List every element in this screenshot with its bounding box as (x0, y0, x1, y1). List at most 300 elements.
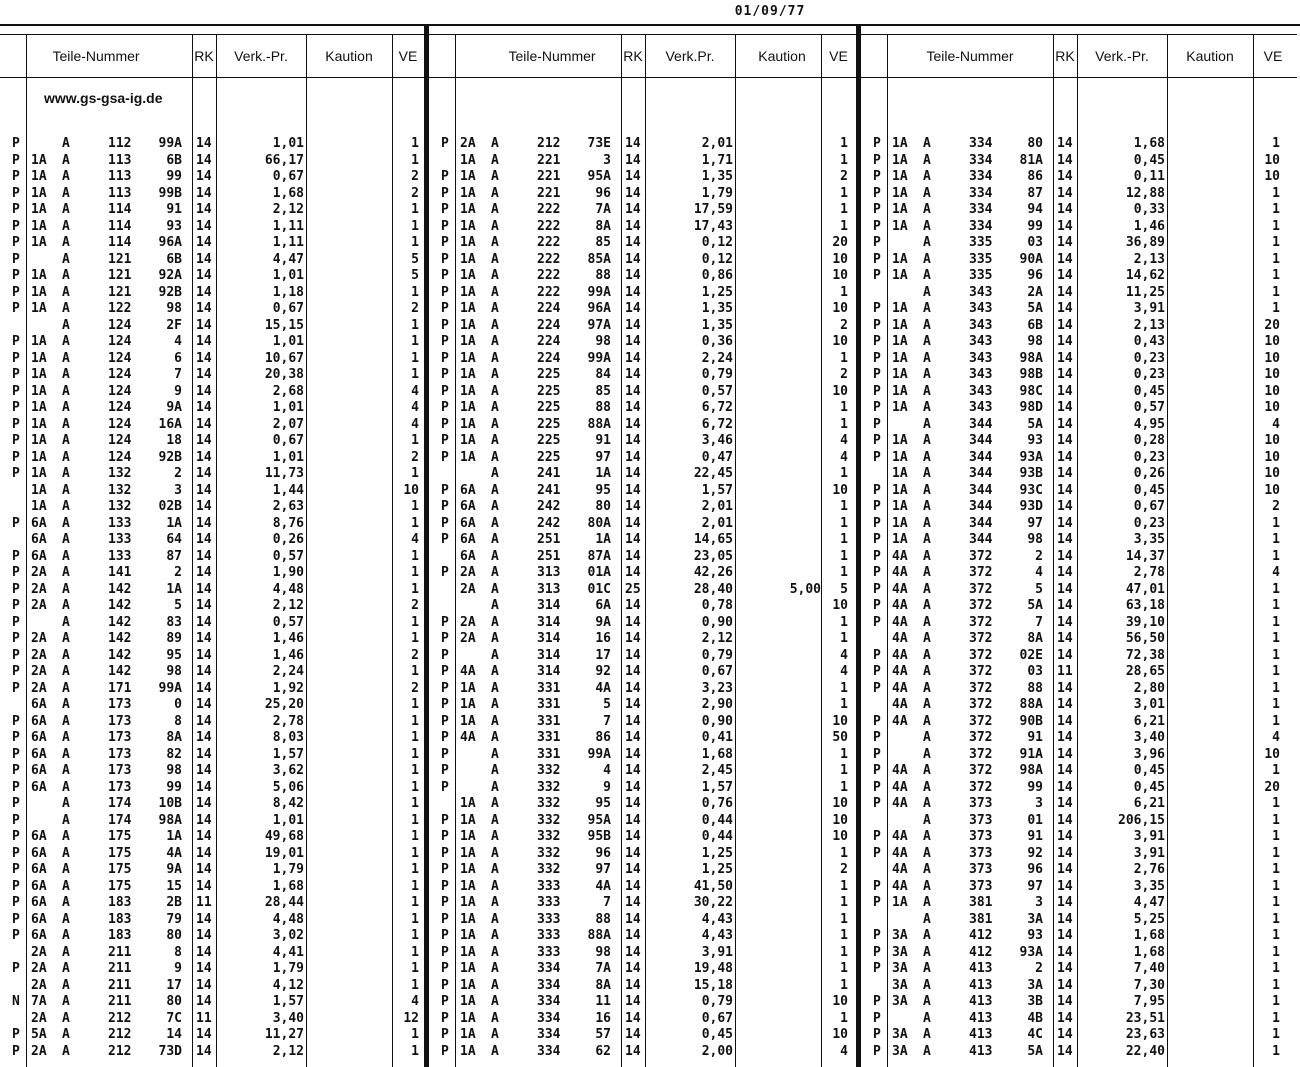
cell-rk: 14 (625, 367, 641, 382)
cell-price: 1,46 (1133, 218, 1165, 234)
cell-group: 1A (460, 845, 476, 861)
cell-letter: A (62, 812, 70, 828)
cell-number-suffix: 73D (158, 1043, 182, 1059)
cell-ve: 1 (840, 763, 848, 778)
rows-container (0, 136, 424, 1060)
table-row (429, 1044, 856, 1061)
table-row (429, 417, 856, 434)
cell-letter: A (923, 532, 931, 547)
cell-number-suffix: 0 (174, 697, 182, 712)
cell-number-suffix: 98 (595, 944, 611, 960)
header-part-number: Teile-Nummer (52, 48, 140, 64)
cell-number-main: 113 (108, 169, 132, 184)
cell-letter: A (491, 911, 499, 927)
table-row (861, 714, 1297, 731)
cell-number-main: 221 (537, 152, 561, 168)
cell-group: 1A (460, 169, 476, 184)
table-row (0, 912, 424, 929)
cell-price: 2,01 (701, 136, 733, 151)
cell-prefix: P (873, 730, 881, 745)
cell-number-suffix: 5A (1027, 301, 1043, 316)
cell-prefix: P (873, 433, 881, 448)
cell-prefix: P (12, 631, 20, 646)
cell-ve: 1 (1272, 136, 1280, 151)
cell-price: 39,10 (1125, 614, 1165, 630)
table-row (0, 598, 424, 615)
table-row (0, 829, 424, 846)
cell-prefix: P (12, 284, 20, 300)
cell-number-suffix: 93 (1027, 433, 1043, 448)
cell-number-main: 175 (108, 878, 132, 894)
cell-ve: 2 (411, 680, 419, 696)
cell-letter: A (923, 862, 931, 877)
cell-ve: 10 (403, 482, 419, 498)
website-url: www.gs-gsa-ig.de (44, 90, 163, 106)
table-row (0, 285, 424, 302)
cell-rk: 14 (1057, 383, 1073, 399)
table-row (429, 384, 856, 401)
cell-letter: A (62, 730, 70, 745)
cell-group: 3A (892, 977, 908, 993)
cell-group: 2A (460, 565, 476, 580)
cell-ve: 1 (411, 235, 419, 250)
cell-rk: 14 (625, 614, 641, 630)
cell-letter: A (491, 202, 499, 217)
cell-number-main: 373 (969, 812, 993, 828)
cell-number-main: 173 (108, 713, 132, 729)
cell-group: 1A (892, 317, 908, 333)
cell-ve: 1 (411, 515, 419, 531)
cell-price: 2,78 (272, 713, 304, 729)
cell-number-suffix: 18 (166, 433, 182, 448)
table-row (429, 631, 856, 648)
cell-prefix: P (873, 565, 881, 580)
cell-group: 4A (892, 548, 908, 564)
table-row (429, 334, 856, 351)
cell-ve: 1 (840, 614, 848, 630)
cell-price: 1,25 (701, 862, 733, 877)
cell-ve: 4 (411, 416, 419, 432)
cell-number-suffix: 95 (166, 647, 182, 663)
table-row (429, 796, 856, 813)
cell-letter: A (923, 779, 931, 795)
cell-price: 6,21 (1133, 713, 1165, 729)
cell-group: 1A (460, 185, 476, 201)
cell-number-main: 334 (537, 1043, 561, 1059)
cell-rk: 14 (625, 202, 641, 217)
cell-group: 6A (31, 697, 47, 712)
cell-price: 28,40 (693, 581, 733, 597)
cell-price: 63,18 (1125, 598, 1165, 613)
table-row (861, 516, 1297, 533)
cell-number-suffix: 3 (1035, 796, 1043, 811)
table-row (861, 664, 1297, 681)
cell-rk: 14 (1057, 301, 1073, 316)
cell-ve: 10 (1264, 152, 1280, 168)
table-row (861, 928, 1297, 945)
cell-rk: 14 (196, 284, 212, 300)
table-row (861, 433, 1297, 450)
cell-letter: A (62, 565, 70, 580)
cell-ve: 1 (1272, 284, 1280, 300)
cell-rk: 14 (1057, 911, 1073, 927)
cell-price: 1,57 (701, 482, 733, 498)
cell-letter: A (491, 383, 499, 399)
cell-number-suffix: 7 (1035, 614, 1043, 630)
cell-ve: 4 (840, 664, 848, 679)
cell-ve: 1 (411, 763, 419, 778)
table-row (861, 318, 1297, 335)
cell-rk: 14 (196, 235, 212, 250)
cell-rk: 14 (196, 598, 212, 613)
cell-letter: A (923, 796, 931, 811)
cell-ve: 10 (832, 301, 848, 316)
cell-letter: A (923, 169, 931, 184)
cell-rk: 14 (196, 334, 212, 349)
cell-rk: 14 (1057, 565, 1073, 580)
cell-rk: 14 (625, 499, 641, 514)
cell-number-main: 221 (537, 185, 561, 201)
cell-number-suffix: 64 (166, 532, 182, 547)
cell-number-main: 332 (537, 763, 561, 778)
cell-ve: 1 (411, 796, 419, 811)
cell-price: 2,24 (701, 350, 733, 366)
cell-group: 4A (892, 631, 908, 646)
cell-group: 1A (460, 994, 476, 1009)
table-row (861, 829, 1297, 846)
cell-letter: A (62, 878, 70, 894)
cell-rk: 14 (625, 185, 641, 201)
cell-letter: A (62, 944, 70, 960)
table-row (0, 483, 424, 500)
cell-number-main: 333 (537, 944, 561, 960)
cell-group: 1A (892, 202, 908, 217)
cell-letter: A (62, 235, 70, 250)
table-row (429, 499, 856, 516)
cell-prefix: P (873, 532, 881, 547)
cell-ve: 10 (832, 251, 848, 267)
cell-rk: 14 (1057, 548, 1073, 564)
cell-group: 6A (31, 532, 47, 547)
cell-letter: A (62, 400, 70, 415)
cell-group: 1A (31, 466, 47, 481)
cell-number-main: 344 (969, 532, 993, 547)
cell-group: 6A (31, 763, 47, 778)
cell-price: 1,01 (272, 449, 304, 465)
cell-ve: 1 (411, 1027, 419, 1042)
cell-rk: 14 (1057, 878, 1073, 894)
cell-number-main: 212 (537, 136, 561, 151)
cell-group: 4A (892, 565, 908, 580)
cell-letter: A (62, 746, 70, 762)
cell-letter: A (923, 383, 931, 399)
cell-letter: A (62, 829, 70, 844)
table-row (429, 1011, 856, 1028)
cell-prefix: P (12, 581, 20, 597)
cell-ve: 1 (1272, 829, 1280, 844)
cell-prefix: P (873, 928, 881, 943)
cell-group: 4A (460, 664, 476, 679)
cell-letter: A (491, 1027, 499, 1042)
cell-number-main: 225 (537, 367, 561, 382)
cell-ve: 2 (411, 169, 419, 184)
cell-letter: A (923, 317, 931, 333)
cell-group: 1A (460, 383, 476, 399)
cell-prefix: P (12, 433, 20, 448)
cell-rk: 14 (196, 862, 212, 877)
cell-price: 23,05 (693, 548, 733, 564)
cell-group: 2A (460, 631, 476, 646)
cell-price: 0,57 (701, 383, 733, 399)
cell-number-main: 222 (537, 284, 561, 300)
cell-ve: 1 (1272, 878, 1280, 894)
cell-number-main: 332 (537, 829, 561, 844)
cell-group: 4A (892, 845, 908, 861)
cell-number-main: 124 (108, 334, 132, 349)
cell-group: 1A (460, 878, 476, 894)
cell-price: 2,01 (701, 499, 733, 514)
cell-letter: A (491, 944, 499, 960)
cell-ve: 1 (411, 614, 419, 630)
cell-rk: 14 (1057, 581, 1073, 597)
cell-number-suffix: 93A (1019, 944, 1043, 960)
cell-ve: 10 (1264, 169, 1280, 184)
cell-price: 3,02 (272, 928, 304, 943)
cell-ve: 10 (1264, 350, 1280, 366)
cell-price: 0,45 (1133, 763, 1165, 778)
cell-rk: 14 (196, 779, 212, 795)
table-row (0, 334, 424, 351)
cell-price: 49,68 (264, 829, 304, 844)
cell-group: 4A (892, 664, 908, 679)
table-row (0, 301, 424, 318)
table-row (429, 400, 856, 417)
cell-prefix: P (12, 367, 20, 382)
cell-ve: 1 (411, 466, 419, 481)
cell-prefix: P (873, 515, 881, 531)
cell-group: 1A (892, 152, 908, 168)
cell-price: 14,65 (693, 532, 733, 547)
cell-ve: 1 (411, 433, 419, 448)
cell-letter: A (491, 367, 499, 382)
cell-letter: A (923, 449, 931, 465)
cell-group: 3A (892, 961, 908, 976)
table-row (0, 763, 424, 780)
cell-rk: 14 (1057, 532, 1073, 547)
cell-rk: 14 (625, 845, 641, 861)
table-row (861, 136, 1297, 153)
cell-letter: A (923, 1010, 931, 1026)
cell-rk: 14 (1057, 895, 1073, 910)
cell-letter: A (62, 202, 70, 217)
table-row (429, 301, 856, 318)
cell-letter: A (923, 614, 931, 630)
cell-number-suffix: 88 (595, 911, 611, 927)
cell-prefix: P (441, 680, 449, 696)
cell-ve: 1 (1272, 928, 1280, 943)
cell-ve: 1 (411, 581, 419, 597)
cell-group: 1A (460, 928, 476, 943)
cell-number-suffix: 7 (174, 367, 182, 382)
cell-number-suffix: 87 (166, 548, 182, 564)
cell-ve: 2 (1272, 499, 1280, 514)
cell-number-suffix: 14 (166, 1027, 182, 1042)
cell-rk: 14 (625, 961, 641, 976)
cell-group: 1A (460, 301, 476, 316)
cell-price: 2,12 (272, 202, 304, 217)
cell-price: 1,01 (272, 812, 304, 828)
cell-letter: A (491, 845, 499, 861)
table-row (861, 301, 1297, 318)
cell-rk: 14 (625, 334, 641, 349)
table-row (0, 747, 424, 764)
cell-price: 1,68 (272, 185, 304, 201)
cell-ve: 1 (1272, 862, 1280, 877)
cell-price: 1,68 (272, 878, 304, 894)
cell-prefix: P (12, 647, 20, 663)
cell-ve: 1 (840, 911, 848, 927)
cell-ve: 1 (411, 218, 419, 234)
cell-number-suffix: 85 (595, 235, 611, 250)
cell-ve: 1 (411, 317, 419, 333)
cell-group: 1A (460, 433, 476, 448)
cell-number-suffix: 4 (174, 334, 182, 349)
cell-group: 1A (892, 350, 908, 366)
cell-number-main: 344 (969, 499, 993, 514)
cell-group: 6A (31, 878, 47, 894)
cell-number-main: 121 (108, 251, 132, 267)
cell-letter: A (491, 647, 499, 663)
cell-letter: A (923, 944, 931, 960)
cell-rk: 14 (625, 829, 641, 844)
header-price: Verk.Pr. (665, 48, 715, 64)
cell-group: 1A (460, 796, 476, 811)
cell-prefix: P (441, 1010, 449, 1026)
cell-prefix: P (12, 895, 20, 910)
cell-number-main: 334 (537, 1027, 561, 1042)
cell-number-main: 183 (108, 928, 132, 943)
cell-price: 6,72 (701, 400, 733, 415)
cell-number-suffix: 02E (1019, 647, 1043, 663)
cell-group: 1A (460, 1010, 476, 1026)
cell-number-main: 335 (969, 251, 993, 267)
cell-group: 6A (31, 713, 47, 729)
cell-ve: 1 (840, 202, 848, 217)
table-row (0, 862, 424, 879)
cell-rk: 14 (625, 218, 641, 234)
cell-letter: A (62, 680, 70, 696)
cell-number-main: 314 (537, 664, 561, 679)
cell-rk: 14 (1057, 367, 1073, 382)
cell-ve: 10 (1264, 383, 1280, 399)
cell-price: 23,63 (1125, 1027, 1165, 1042)
table-row (0, 582, 424, 599)
cell-rk: 14 (625, 697, 641, 712)
cell-ve: 1 (1272, 680, 1280, 696)
cell-ve: 10 (832, 482, 848, 498)
cell-number-main: 314 (537, 598, 561, 613)
cell-group: 1A (892, 466, 908, 481)
cell-letter: A (923, 977, 931, 993)
cell-price: 0,45 (701, 1027, 733, 1042)
table-row (861, 681, 1297, 698)
cell-ve: 1 (1272, 961, 1280, 976)
cell-price: 0,90 (701, 614, 733, 630)
cell-group: 4A (892, 779, 908, 795)
cell-price: 0,41 (701, 730, 733, 745)
cell-ve: 10 (1264, 334, 1280, 349)
cell-group: 3A (892, 1043, 908, 1059)
cell-number-main: 313 (537, 581, 561, 597)
table-row (861, 631, 1297, 648)
table-row (0, 780, 424, 797)
cell-prefix: P (441, 977, 449, 993)
cell-number-suffix: 92 (595, 664, 611, 679)
cell-price: 0,57 (1133, 400, 1165, 415)
table-row (861, 367, 1297, 384)
cell-number-main: 332 (537, 845, 561, 861)
cell-letter: A (491, 961, 499, 976)
cell-ve: 20 (1264, 317, 1280, 333)
table-row (429, 285, 856, 302)
table-row (861, 268, 1297, 285)
table-row (0, 631, 424, 648)
cell-ve: 1 (1272, 944, 1280, 960)
cell-group: 2A (31, 1043, 47, 1059)
cell-prefix: P (12, 664, 20, 679)
cell-ve: 1 (411, 350, 419, 366)
cell-number-main: 331 (537, 713, 561, 729)
cell-rk: 14 (196, 713, 212, 729)
cell-group: 1A (460, 235, 476, 250)
cell-price: 25,20 (264, 697, 304, 712)
cell-number-suffix: 4B (1027, 1010, 1043, 1026)
cell-number-main: 212 (108, 1027, 132, 1042)
cell-number-suffix: 90A (1019, 251, 1043, 267)
cell-group: 1A (460, 367, 476, 382)
price-column-2 (429, 26, 856, 1067)
table-row (861, 235, 1297, 252)
cell-group: 2A (31, 631, 47, 646)
cell-number-main: 241 (537, 482, 561, 498)
cell-number-main: 173 (108, 763, 132, 778)
cell-prefix: P (873, 185, 881, 201)
cell-price: 0,45 (1133, 779, 1165, 795)
cell-letter: A (923, 697, 931, 712)
table-row (0, 730, 424, 747)
cell-letter: A (923, 218, 931, 234)
cell-letter: A (491, 598, 499, 613)
cell-number-main: 335 (969, 235, 993, 250)
cell-ve: 10 (1264, 367, 1280, 382)
cell-prefix: P (441, 482, 449, 498)
cell-number-main: 175 (108, 829, 132, 844)
price-column-1 (0, 26, 424, 1067)
cell-ve: 1 (840, 845, 848, 861)
table-row (0, 879, 424, 896)
cell-ve: 10 (832, 796, 848, 811)
cell-ve: 1 (840, 878, 848, 894)
cell-prefix: P (12, 746, 20, 762)
cell-letter: A (491, 812, 499, 828)
cell-letter: A (62, 466, 70, 481)
cell-group: 1A (31, 383, 47, 399)
cell-rk: 14 (196, 845, 212, 861)
cell-prefix: P (873, 878, 881, 894)
table-row (429, 549, 856, 566)
cell-ve: 1 (411, 664, 419, 679)
cell-number-suffix: 91 (166, 202, 182, 217)
